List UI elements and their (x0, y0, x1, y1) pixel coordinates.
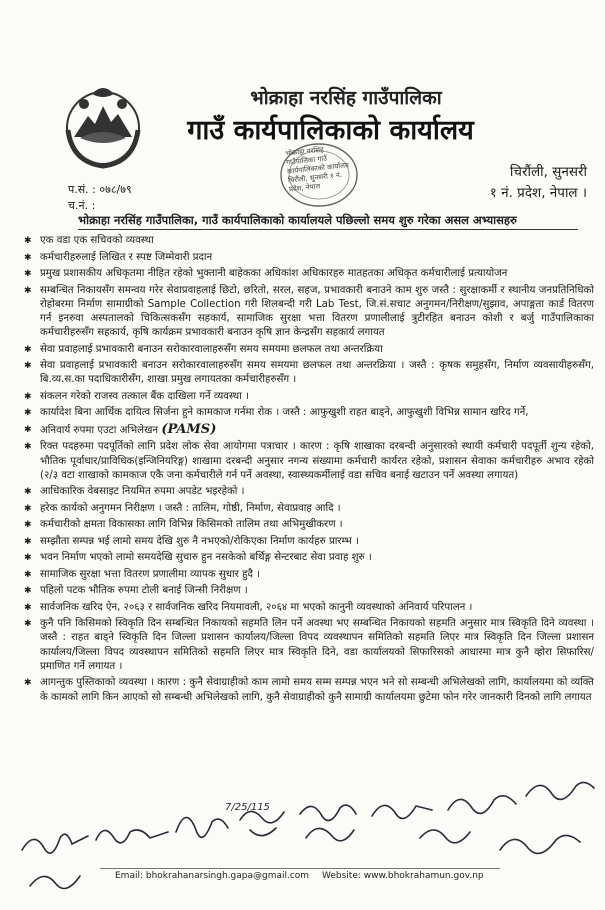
signature-1 (22, 834, 88, 853)
list-item (24, 423, 594, 438)
letter-number: प.सं. : ०७८/७९ (68, 183, 132, 196)
list-item: ✱ सार्वजनिक खरिद ऐन, २०६३ र सार्वजनिक खरिद नियमावली, २०६४ मा भएको कानुनी व्यवस्थाको अनिवार्य परिपालन । (24, 601, 594, 615)
signature-13 (250, 828, 276, 836)
signature-date: 7/25/115 (225, 802, 270, 813)
footer-website[interactable]: Website: www.bhokrahamun.gov.np (322, 871, 484, 881)
signature-9 (30, 876, 80, 889)
signature-6 (372, 805, 432, 818)
list-item: ✱ कुनै पनि किसिमको स्विकृति दिन सम्बन्धित निकायको सहमति लिन पर्ने अवस्था भए सम्बन्धित निकायको सहमति अनुसार मात्र स्विकृति दिने व्यवस्था । जस्तै : राहत बाड्ने स्विकृति दिन जिल्ला प्रशासन कार्यालय/जिल्ला विपद व्यवस्थापन समितिको सहमति लिएर मात्र स्विकृति दिन जिल्ला प्रशासन कार्यालय/जिल्ला विपद व्यवस्थापन समितिको सहमति लिएर मात्र स्विकृति दिने, वडा कार्यालयको सिफारिसको आधारमा मात्र कुनै व्होरा सिफारिस/प्रमाणित गर्ने लगायत । (24, 617, 594, 674)
document-heading: भोक्राहा नरसिंह गाउँपालिका, गाउँ कार्यपालिकाको कार्यालयले पछिल्लो समय शुरु गरेका असल अभ्यासहरु (78, 213, 578, 230)
signature-5 (300, 805, 356, 820)
signature-12 (500, 835, 580, 853)
municipality-name: भोक्राहा नरसिंह गाउँपालिका (250, 87, 442, 109)
list-item: ✱ सेवा प्रवाहलाई प्रभावकारी बनाउन सरोकारवालाहरुसँग समय समयमा छलफल तथा अन्तरक्रिया (24, 343, 594, 357)
office-stamp-text: भोक्राहा नरसिंह गाउँपालिका गाउँ कार्यपालिकाको कार्यालय चिरौंली, सुनसरी १ नं. प्रदेश, नेपाल (284, 145, 350, 194)
list-item: ✱ संकलन गरेको राजस्व तत्काल बैंक दाखिला गर्ने व्यवस्था । (24, 390, 594, 404)
signature-11 (420, 830, 470, 843)
list-item: ✱ एक वडा एक सचिवको व्यवस्था (24, 234, 594, 248)
office-address (490, 162, 587, 204)
list-item: ✱ भवन निर्माण भएको लामो समयदेखि सुचारु हुन नसकेको बर्थिङ्ग सेन्टरबाट सेवा प्रवाह शुरु । (24, 551, 594, 565)
list-item: ✱ पहिलो पटक भौतिक रुपमा टोली बनाई जिन्सी निरीक्षण । (24, 584, 594, 598)
good-practices-list (24, 234, 594, 707)
signatures-area (0, 768, 605, 910)
address-line-2: १ नं. प्रदेश, नेपाल । (489, 185, 587, 201)
reference-numbers (68, 182, 132, 214)
list-item: ✱ हरेक कार्यको अनुगमन निरीक्षण । जस्तै : तालिम, गोष्ठी, निर्माण, सेवाप्रवाह आदि । (24, 502, 594, 516)
office-name: गाउँ कार्यपालिकाको कार्यालय (187, 115, 474, 146)
signature-10 (306, 828, 354, 840)
signature-4 (240, 811, 284, 822)
list-item: ✱ सम्बन्धित निकायसँग समन्वय गरेर सेवाप्रवाहलाई छिटो, छरितो, सरल, सहज, प्रभावकारी बनाउने काम शुरु जस्तै : सुरक्षाकर्मी र स्थानीय जनप्रतिनिधिको रोहोबरमा निर्माण सामाग्रीको Sample Collection गरी शिलबन्दी गरी Lab Test, जि.सं.सचाट अनुगमन/निरीक्षण/सुझाव, अपाङ्गता कार्ड वितरण गर्न इनरुवा अस्पतालको चिकित्सकसँग सहकार्य, सामाजिक सुरक्षा भत्ता वितरण प्रणालीलाई त्रुटीरहित बनाउन कोशी र बर्जु गाउँपालिकाका कर्मचारीहरुसँग सहकार्य, कृषि कार्यक्रम प्रभावकारी बनाउन कृषि ज्ञान केन्द्रसँग सहकार्य लगायत (24, 284, 594, 341)
list-item: ✱ सेवा प्रवाहलाई प्रभावकारी बनाउन सरोकारवालाहरुसँग समय समयमा छलफल तथा अन्तरक्रिया । जस्तै : कृषक समुहसँग, निर्माण व्यवसायीहरुसँग, बि.व्य.स.का पदाधिकारीसँग, शाखा प्रमुख लगायतका कर्मचारीहरुसँग । (24, 359, 594, 387)
list-item: ✱ आधिकारिक वेबसाइट नियमित रुपमा अपडेट भइरहेको । (24, 485, 594, 499)
list-item: ✱ कार्यादेश बिना आर्थिक दायित्व सिर्जना हुने कामकाज गर्नमा रोक । जस्तै : आफुखुशी राहत बाड्ने, आफुखुशी विभिन्न सामान खरिद गर्ने, (24, 406, 594, 420)
footer-divider (100, 868, 500, 869)
footer-email[interactable]: Email: bhokrahanarsingh.gapa@gmail.com (115, 871, 310, 881)
list-item: ✱ सम्झौता सम्पन्न भई लामो समय देखि शुरु नै नभएको/रोकिएका निर्माण कार्यहरु प्रारम्भ । (24, 535, 594, 549)
nepal-emblem-icon (62, 82, 144, 172)
signature-7 (448, 796, 516, 814)
signature-3 (176, 817, 228, 837)
list-item-text: अनिवार्य रुपमा एउटा अभिलेखन (40, 424, 159, 436)
list-item: ✱ सामाजिक सुरक्षा भत्ता वितरण प्रणालीमा व्यापक सुधार हुदै । (24, 568, 594, 582)
list-item: ✱ प्रमुख प्रशासकीय अधिकृतमा नीहित रहेको भुक्तानी बाहेकका अधिकांश अधिकारहरु मातहतका अधिकृत कर्मचारीलाई प्रत्यायोजन (24, 267, 594, 281)
signature-2 (96, 830, 168, 843)
list-item: ✱ आगन्तुक पुस्तिकाको व्यवस्था । कारण : कुनै सेवाग्राहीको काम लामो समय सम्म सम्पन्न भएन भने सो सम्बन्धी अभिलेखको लागि, कार्यालयमा को व्यक्ति के कामको लागि किन आएको सो सम्बन्धी अभिलेखको लागि, कुनै सेवाग्राहीको कुनै सामाग्री कार्यालयमा छुटेमा फोन गरेर जानकारी दिनको लागि लगायत (24, 676, 594, 704)
address-line-1: चिरौंली, सुनसरी (509, 164, 587, 180)
list-item: ✱ रिक्त पदहरुमा पदपूर्तिको लागि प्रदेश लोक सेवा आयोगमा पत्राचार । कारण : कृषि शाखाका दरबन्दी अनुसारको स्थायी कर्मचारी पदपूर्ती शुन्य रहेको, भौतिक पूर्वाधार/प्राविधिक(इन्जिनियरिङ्ग) शाखामा दरबन्दी अनुसार नगन्य संख्यामा कर्मचारी कार्यरत रहेको, प्रशासन सेवाका कर्मचारीहरु अभाव रहेको (२/३ वटा शाखाको कामकाज एकै जना कर्मचारीले गर्न पर्ने अवस्था, स्वास्थ्यकर्मीलाई वडा सचिव बनाई खटाउन पर्ने अवस्था लगायत) (24, 440, 594, 483)
list-item: ✱ कर्मचारीको क्षमता विकासका लागि विभिन्न किसिमको तालिम तथा अभिमुखीकरण । (24, 518, 594, 532)
pams-handwritten-note: (PAMS) (161, 421, 217, 437)
dispatch-number: च.नं. : (68, 199, 96, 212)
signature-8 (526, 782, 594, 799)
list-item: ✱ कर्मचारीहरुलाई लिखित र स्पष्ट जिम्मेवारी प्रदान (24, 251, 594, 265)
